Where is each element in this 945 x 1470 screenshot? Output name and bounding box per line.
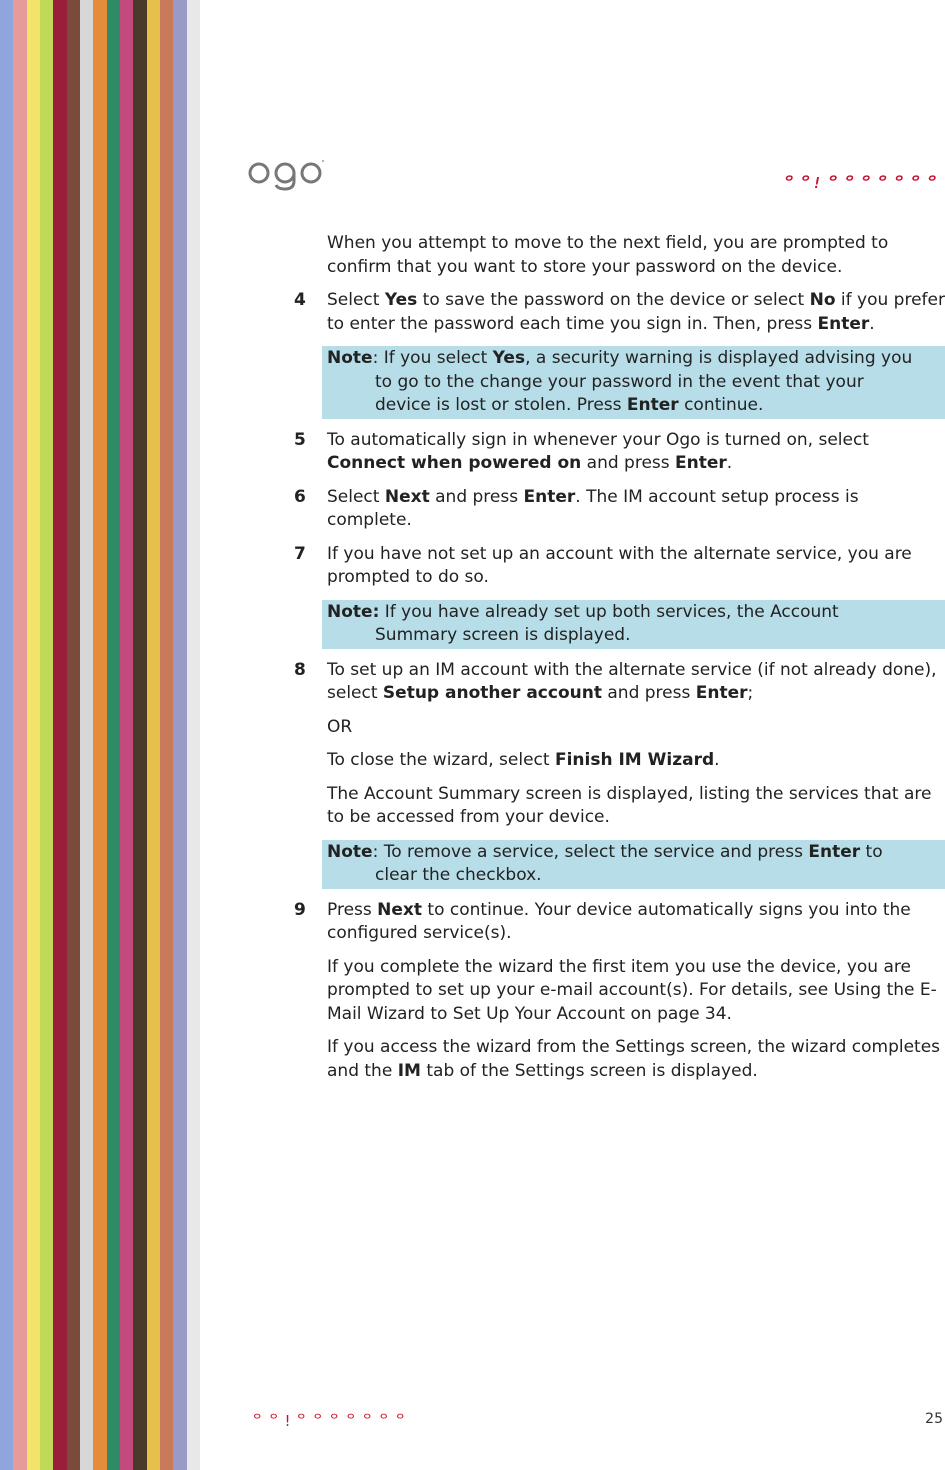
stripe [120,0,133,1470]
access-wizard-paragraph: If you access the wizard from the Settings screen, the wizard completes and the IM tab of the Settings screen is displayed. [327,1037,941,1081]
stripe [173,0,186,1470]
stripe [67,0,80,1470]
step-number: 9 [294,899,306,920]
decorative-stripes [0,0,200,1470]
footer-brand-text: ᄋᄋ!ᄋᄋᄋᄋᄋᄋᄋ [250,1412,410,1430]
step-4: 4 Select Yes to save the password on the device or select No if you prefer to enter the password each time you sign in. Then, press Enter. [294,290,945,334]
step-number: 6 [294,486,306,507]
stripe [40,0,53,1470]
step-7: 7 If you have not set up an account with the alternate service, you are prompted to do so. [294,543,912,587]
close-wizard-paragraph: To close the wizard, select Finish IM Wizard. [327,750,720,770]
stripe [13,0,26,1470]
step-number: 7 [294,543,306,564]
stripe [160,0,173,1470]
step-6: 6 Select Next and press Enter. The IM account setup process is complete. [294,486,859,530]
stripe [93,0,106,1470]
intro-paragraph: When you attempt to move to the next field, you are prompted to confirm that you want to store your password on the device. [327,233,889,277]
stripe [133,0,146,1470]
step-5: 5 To automatically sign in whenever your Ogo is turned on, select Connect when powered on and press Enter. [294,429,869,473]
ogo-logo [248,155,328,195]
page-content [276,232,945,1093]
stripe [0,0,13,1470]
step-number: 4 [294,290,306,310]
summary-paragraph: The Account Summary screen is displayed, listing the services that are to be accessed from your device. [327,783,932,827]
stripe [107,0,120,1470]
header-brand-text: ᄋᄋ!ᄋᄋᄋᄋᄋᄋᄋ [779,174,939,192]
note-both-services: Note: If you have already set up both services, the Account Summary screen is displayed. [322,600,945,649]
note-remove-service: Note: To remove a service, select the service and press Enter to clear the checkbox. [322,840,945,889]
step-number: 8 [294,659,306,680]
step-9: 9 Press Next to continue. Your device automatically signs you into the configured service(s). [294,899,911,943]
stripe [27,0,40,1470]
complete-wizard-paragraph: If you complete the wizard the first item you use the device, you are prompted to set up your e-mail account(s). For details, see Using the E-Mail Wizard to Set Up Your Account on page 34. [327,956,937,1024]
or-text: OR [327,716,353,737]
stripe [53,0,66,1470]
note-security-warning: Note: If you select Yes, a security warning is displayed advising you to go to the change your password in the event that your device is lost or stolen. Press Enter continue. [322,346,945,419]
page-number: 25 [925,1411,943,1427]
step-number: 5 [294,429,306,450]
step-8: 8 To set up an IM account with the alternate service (if not already done), select Setup another account and press Enter; [294,659,937,703]
stripe [187,0,200,1470]
stripe [80,0,93,1470]
stripe [147,0,160,1470]
